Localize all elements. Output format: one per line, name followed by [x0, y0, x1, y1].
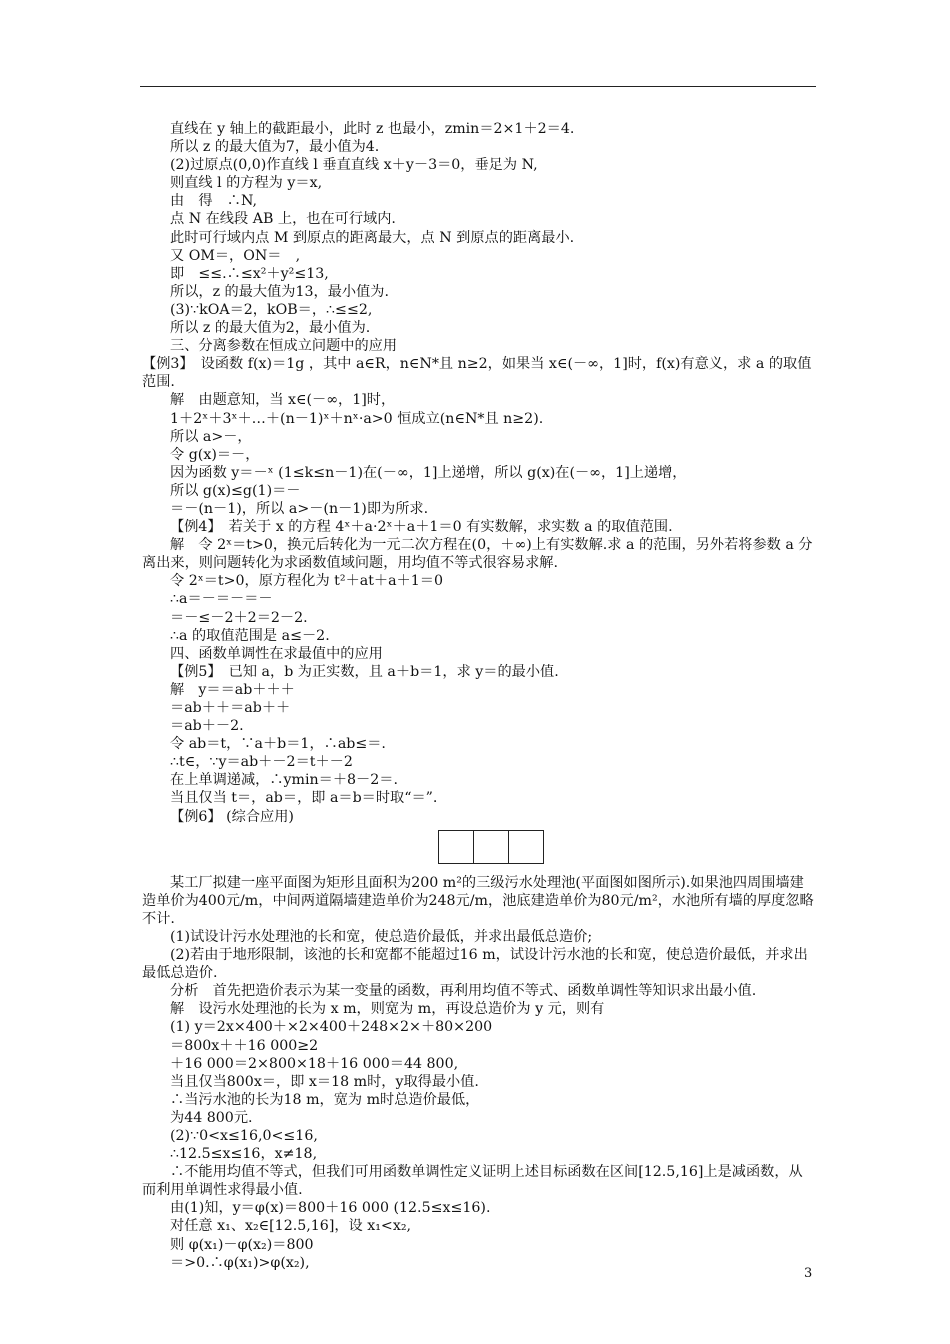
text-line: 令 g(x)＝－，	[170, 446, 260, 463]
text-line: ＝－≤－2＋2＝2－2.	[170, 609, 308, 626]
example-6-problem: 某工厂拟建一座平面图为矩形且面积为200 m²的三级污水处理池(平面图如图所示).如果池四周围墙建造单价为400元/m，中间两道隔墙建造单价为248元/m，池底建造单价为80元/m²，水池所有墙的厚度忽略不计.	[142, 874, 814, 927]
example-4-statement: 【例4】 若关于 x 的方程 4ˣ＋a·2ˣ＋a＋1＝0 有实数解，求实数 a 的取值范围.	[170, 519, 673, 536]
text-line: (2)∵0<x≤16,0<≤16,	[170, 1127, 318, 1144]
text-line: 当且仅当 t＝，ab＝，即 a＝b＝时取“＝”.	[170, 790, 438, 807]
text-line: ＝ab＋－2.	[170, 718, 244, 735]
pool-partition-wall	[508, 831, 509, 863]
example-4-solution: 解 令 2ˣ＝t>0，换元后转化为一元二次方程在(0，＋∞)上有实数解.求 a 的范围，另外若将参数 a 分离出来，则问题转化为求函数值域问题，用均值不等式很容易求解.	[142, 537, 813, 572]
text-line: 所以 a>－，	[170, 428, 252, 445]
text-line: 令 2ˣ＝t>0，原方程化为 t²＋at＋a＋1＝0	[170, 573, 443, 590]
text-line: 因为函数 y＝－ˣ (1≤k≤n－1)在(－∞，1]上递增，所以 g(x)在(－∞，1]上递增，	[170, 464, 687, 481]
text-line: 解 设污水处理池的长为 x m，则宽为 m，再设总造价为 y 元，则有	[170, 1001, 605, 1018]
text-line: ∴a 的取值范围是 a≤－2.	[170, 627, 330, 644]
text-line: 所以 z 的最大值为7，最小值为4.	[170, 139, 380, 156]
text-line: ∴a＝－＝－＝－	[170, 591, 273, 608]
text-line: 解 由题意知，当 x∈(－∞，1]时，	[170, 392, 396, 409]
example-3-statement: 【例3】 设函数 f(x)＝1g ，其中 a∈R，n∈N*且 n≥2，如果当 x∈(－∞，1]时，f(x)有意义，求 a 的取值范围.	[142, 356, 812, 391]
text-line: 则直线 l 的方程为 y＝x,	[170, 175, 323, 192]
text-line: 即 ≤≤.∴≤x²＋y²≤13,	[170, 265, 329, 282]
text-line: 解 y＝＝ab＋＋＋	[170, 681, 295, 698]
text-line: ∴当污水池的长为18 m，宽为 m时总造价最低，	[170, 1091, 480, 1108]
pool-diagram	[438, 830, 544, 864]
text-line: 此时可行域内点 M 到原点的距离最大，点 N 到原点的距离最小.	[170, 229, 575, 246]
example-6-heading: 【例6】 (综合应用)	[170, 808, 294, 825]
analysis: 分析 首先把造价表示为某一变量的函数，再利用均值不等式、函数单调性等知识求出最小值.	[170, 983, 757, 1000]
question-2: (2)若由于地形限制，该池的长和宽都不能超过16 m，试设计污水池的长和宽，使总造价最低，并求出最低总造价.	[142, 947, 808, 982]
text-line: ＋16 000＝2×800×18＋16 000＝44 800,	[170, 1055, 459, 1072]
text-line: 所以，z 的最大值为13，最小值为.	[170, 283, 389, 300]
header-rule	[140, 86, 816, 87]
pool-partition-wall	[473, 831, 474, 863]
text-line: 当且仅当800x＝，即 x＝18 m时，y取得最小值.	[170, 1073, 479, 1090]
example-5-statement: 【例5】 已知 a，b 为正实数，且 a＋b＝1，求 y＝的最小值.	[170, 663, 559, 680]
page-content	[142, 120, 814, 1272]
question-1: (1)试设计污水处理池的长和宽，使总造价最低，并求出最低总造价;	[170, 928, 593, 945]
text-line: ＝ab＋＋＝ab＋＋	[170, 700, 291, 716]
text-line: 对任意 x₁、x₂∈[12.5,16]，设 x₁<x₂,	[170, 1218, 412, 1235]
text-line: 所以 z 的最大值为2，最小值为.	[170, 320, 371, 337]
text-line: 在上单调递减，∴ymin＝＋8－2＝.	[170, 772, 398, 789]
page-number: 3	[804, 1266, 813, 1281]
text-line: ∴t∈，∵y＝ab＋－2＝t＋－2	[170, 754, 353, 771]
text-line: (3)∵kOA＝2，kOB＝，∴≤≤2,	[170, 301, 373, 318]
text-line: (2)过原点(0,0)作直线 l 垂直直线 x＋y－3＝0，垂足为 N,	[170, 157, 538, 174]
text-line: ＝－(n－1)，所以 a>－(n－1)即为所求.	[170, 500, 429, 517]
text-line: 所以 g(x)≤g(1)＝－	[170, 482, 301, 499]
text-line: 由(1)知，y＝φ(x)＝800＋16 000 (12.5≤x≤16).	[170, 1200, 491, 1217]
text-line: ∴12.5≤x≤16，x≠18,	[170, 1146, 318, 1163]
text-line: ＝>0.∴φ(x₁)>φ(x₂),	[170, 1254, 310, 1271]
monotonic-note: ∴不能用均值不等式，但我们可用函数单调性定义证明上述目标函数在区间[12.5,16]上是减函数，从而利用单调性求得最小值.	[142, 1164, 803, 1199]
text-line: 直线在 y 轴上的截距最小，此时 z 也最小，zmin＝2×1＋2＝4.	[170, 121, 575, 137]
text-line: (1) y＝2x×400＋×2×400＋248×2×＋80×200	[170, 1019, 493, 1036]
text-line: 点 N 在线段 AB 上，也在可行域内.	[170, 211, 396, 228]
text-line: 由 得 ∴N,	[170, 193, 257, 210]
text-line: ＝800x＋＋16 000≥2	[170, 1037, 319, 1054]
text-line: 则 φ(x₁)－φ(x₂)＝800	[170, 1236, 314, 1253]
section-heading: 三、分离参数在恒成立问题中的应用	[170, 338, 398, 355]
text-line: 1＋2ˣ＋3ˣ＋…＋(n－1)ˣ＋nˣ·a>0 恒成立(n∈N*且 n≥2).	[170, 410, 544, 427]
text-line: 为44 800元.	[170, 1109, 253, 1126]
text-line: 令 ab＝t，∵a＋b＝1，∴ab≤＝.	[170, 736, 386, 753]
section-heading: 四、函数单调性在求最值中的应用	[170, 645, 383, 662]
text-line: 又 OM＝，ON＝ ,	[170, 247, 301, 264]
